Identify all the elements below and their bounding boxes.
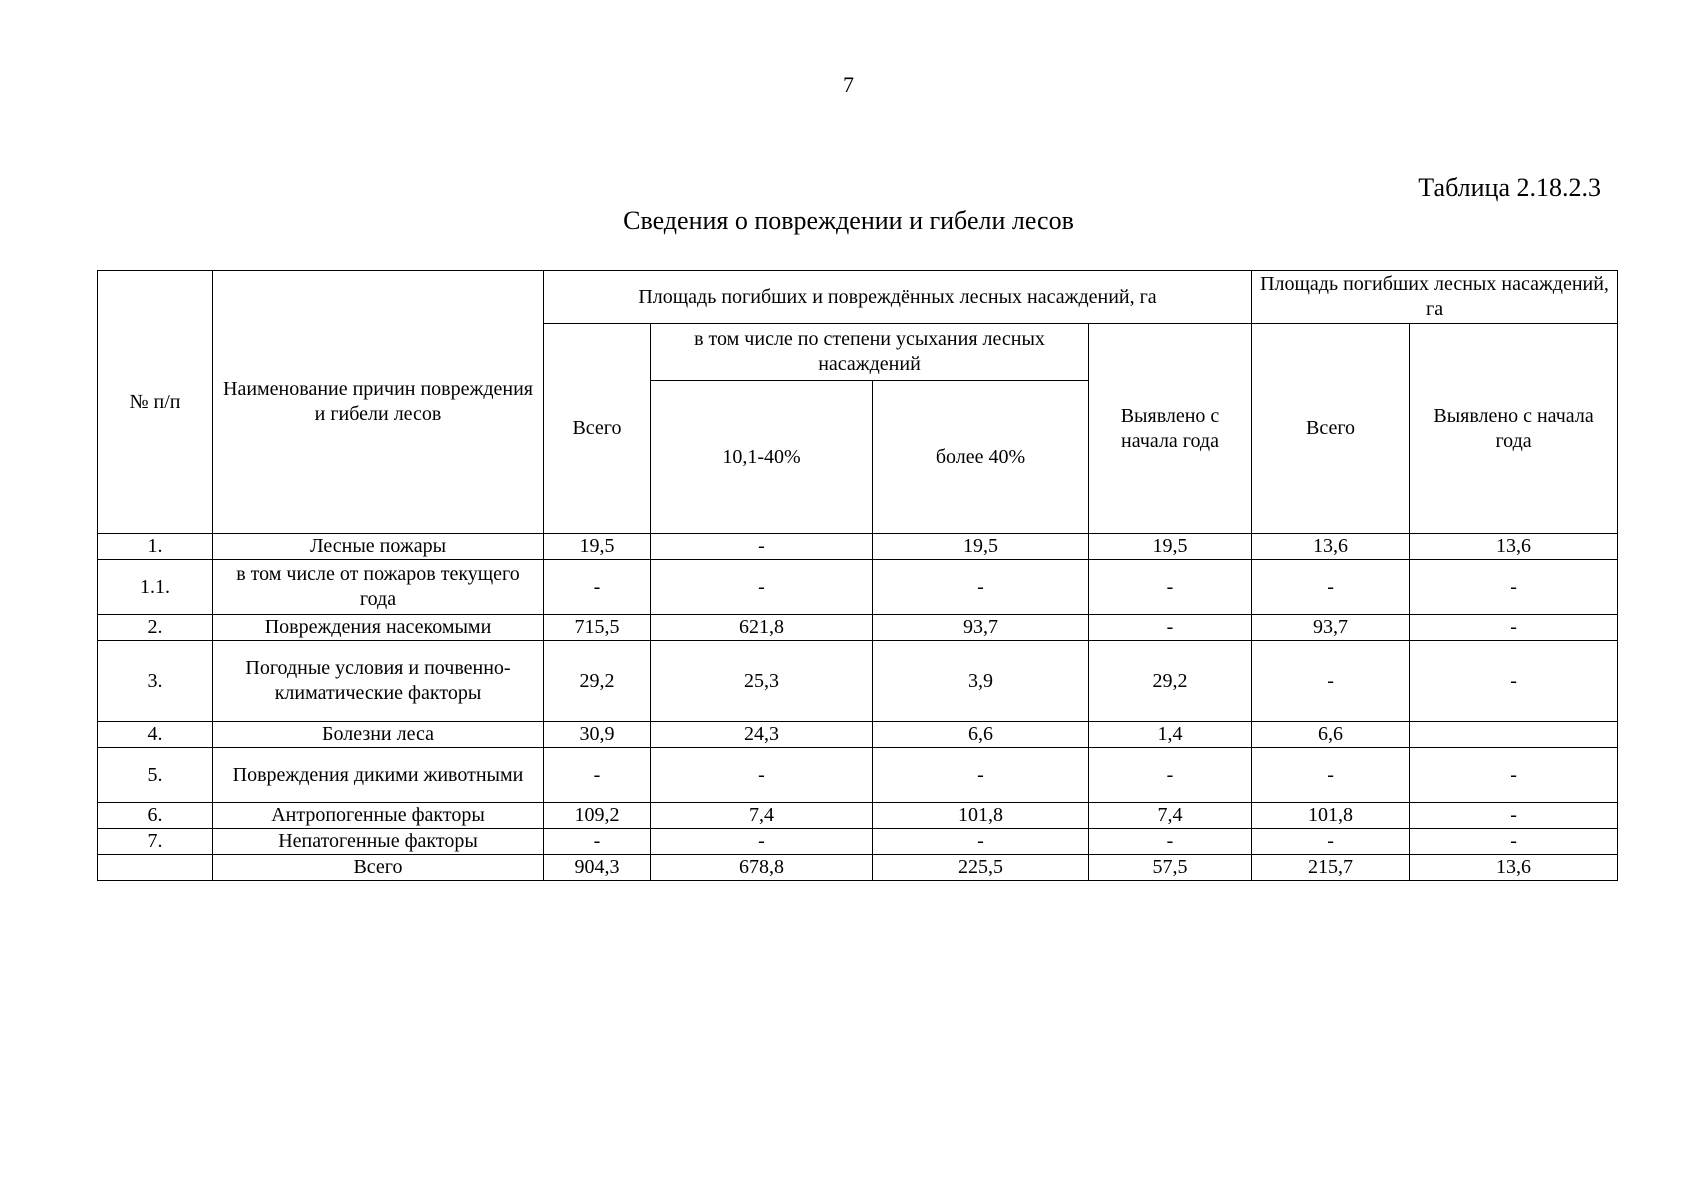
- row-low: 678,8: [651, 855, 873, 881]
- row-name: в том числе от пожаров текущего года: [213, 560, 544, 615]
- row-dead-detected: -: [1410, 560, 1618, 615]
- row-name: Погодные условия и почвенно-климатические факторы: [213, 641, 544, 722]
- row-dead-total: 13,6: [1252, 534, 1410, 560]
- row-total: 29,2: [544, 641, 651, 722]
- row-num: 6.: [98, 803, 213, 829]
- row-dead-detected: -: [1410, 803, 1618, 829]
- row-dead-total: 215,7: [1252, 855, 1410, 881]
- row-detected: 1,4: [1089, 722, 1252, 748]
- row-total: 904,3: [544, 855, 651, 881]
- table-row: [98, 829, 1618, 855]
- row-dead-total: 101,8: [1252, 803, 1410, 829]
- row-detected: -: [1089, 748, 1252, 803]
- row-dead-total: 93,7: [1252, 615, 1410, 641]
- row-high: 3,9: [873, 641, 1089, 722]
- row-detected: -: [1089, 615, 1252, 641]
- row-dead-total: 6,6: [1252, 722, 1410, 748]
- forest-damage-table: [97, 270, 1618, 881]
- header-drying-group: в том числе по степени усыхания лесных насаждений: [651, 324, 1089, 381]
- row-low: 621,8: [651, 615, 873, 641]
- row-name: Непатогенные факторы: [213, 829, 544, 855]
- row-num: 5.: [98, 748, 213, 803]
- row-num: 3.: [98, 641, 213, 722]
- row-name: Всего: [213, 855, 544, 881]
- header-range-high: более 40%: [873, 381, 1089, 534]
- row-high: 93,7: [873, 615, 1089, 641]
- header-dead-total: Всего: [1252, 324, 1410, 534]
- row-dead-detected: 13,6: [1410, 855, 1618, 881]
- row-high: 225,5: [873, 855, 1089, 881]
- table-label: Таблица 2.18.2.3: [1418, 173, 1601, 202]
- header-num: № п/п: [98, 271, 213, 534]
- header-detected: Выявлено с начала года: [1089, 324, 1252, 534]
- table-row: [98, 641, 1618, 722]
- header-cause: Наименование причин повреждения и гибели лесов: [213, 271, 544, 534]
- row-detected: 19,5: [1089, 534, 1252, 560]
- row-high: -: [873, 748, 1089, 803]
- row-total: 19,5: [544, 534, 651, 560]
- row-total: 30,9: [544, 722, 651, 748]
- row-name: Антропогенные факторы: [213, 803, 544, 829]
- row-dead-detected: [1410, 722, 1618, 748]
- header-total: Всего: [544, 324, 651, 534]
- document-title: Сведения о повреждении и гибели лесов: [623, 206, 1074, 235]
- row-detected: -: [1089, 560, 1252, 615]
- header-range-low: 10,1-40%: [651, 381, 873, 534]
- row-total: -: [544, 829, 651, 855]
- row-detected: 57,5: [1089, 855, 1252, 881]
- row-dead-detected: -: [1410, 615, 1618, 641]
- row-dead-total: -: [1252, 748, 1410, 803]
- row-num: 1.: [98, 534, 213, 560]
- row-high: 6,6: [873, 722, 1089, 748]
- row-total: -: [544, 748, 651, 803]
- row-total: 109,2: [544, 803, 651, 829]
- row-dead-detected: -: [1410, 641, 1618, 722]
- row-num: 4.: [98, 722, 213, 748]
- row-dead-detected: -: [1410, 748, 1618, 803]
- row-low: -: [651, 560, 873, 615]
- row-dead-detected: 13,6: [1410, 534, 1618, 560]
- row-num: 2.: [98, 615, 213, 641]
- table-row: [98, 560, 1618, 615]
- table-row: [98, 748, 1618, 803]
- row-num: [98, 855, 213, 881]
- row-detected: 7,4: [1089, 803, 1252, 829]
- row-dead-total: -: [1252, 641, 1410, 722]
- table-row: [98, 615, 1618, 641]
- row-low: 7,4: [651, 803, 873, 829]
- row-high: -: [873, 829, 1089, 855]
- row-detected: 29,2: [1089, 641, 1252, 722]
- row-high: -: [873, 560, 1089, 615]
- row-num: 1.1.: [98, 560, 213, 615]
- row-low: -: [651, 748, 873, 803]
- header-group-dead: Площадь погибших лесных насаждений, га: [1252, 271, 1618, 324]
- row-low: 24,3: [651, 722, 873, 748]
- row-low: -: [651, 534, 873, 560]
- row-dead-detected: -: [1410, 829, 1618, 855]
- row-low: -: [651, 829, 873, 855]
- page-number: 7: [843, 72, 854, 97]
- row-name: Повреждения дикими животными: [213, 748, 544, 803]
- header-group-damaged: Площадь погибших и повреждённых лесных насаждений, га: [544, 271, 1252, 324]
- row-low: 25,3: [651, 641, 873, 722]
- row-detected: -: [1089, 829, 1252, 855]
- row-total: 715,5: [544, 615, 651, 641]
- row-total: -: [544, 560, 651, 615]
- table-row-total: [98, 855, 1618, 881]
- header-dead-detected: Выявлено с начала года: [1410, 324, 1618, 534]
- row-name: Повреждения насекомыми: [213, 615, 544, 641]
- table-row: [98, 534, 1618, 560]
- row-high: 19,5: [873, 534, 1089, 560]
- table-row: [98, 803, 1618, 829]
- row-dead-total: -: [1252, 560, 1410, 615]
- row-name: Лесные пожары: [213, 534, 544, 560]
- row-high: 101,8: [873, 803, 1089, 829]
- row-num: 7.: [98, 829, 213, 855]
- table-row: [98, 722, 1618, 748]
- row-dead-total: -: [1252, 829, 1410, 855]
- row-name: Болезни леса: [213, 722, 544, 748]
